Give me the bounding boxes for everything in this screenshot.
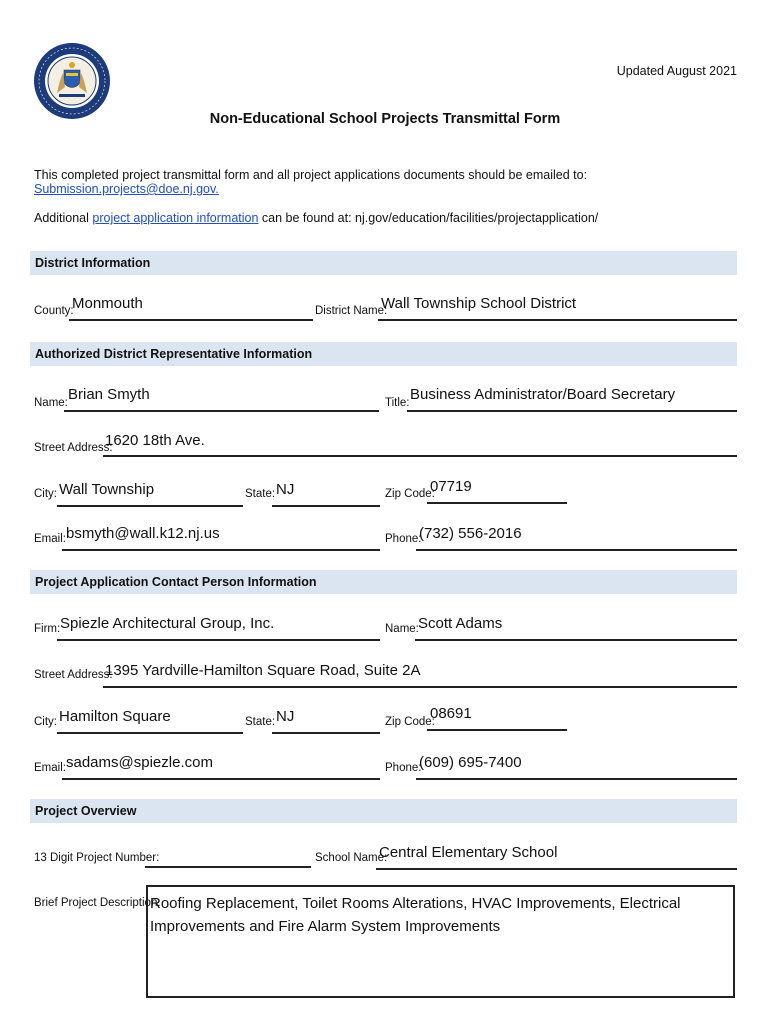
rep-title-field[interactable] — [407, 410, 737, 412]
rep-email-value: bsmyth@wall.k12.nj.us — [66, 525, 220, 542]
county-label: County: — [34, 305, 74, 317]
rep-phone-field[interactable] — [416, 549, 737, 551]
section-contact-person-information: Project Application Contact Person Information — [30, 570, 737, 594]
section-representative-information: Authorized District Representative Information — [30, 342, 737, 366]
rep-street-label: Street Address: — [34, 442, 113, 454]
section-district-information: District Information — [30, 251, 737, 275]
project-number-field[interactable] — [145, 866, 311, 868]
rep-title-value: Business Administrator/Board Secretary — [410, 386, 676, 403]
contact-zip-label: Zip Code: — [385, 716, 435, 728]
contact-zip-value: 08691 — [430, 705, 472, 722]
project-application-info-link[interactable]: project application information — [92, 211, 259, 225]
contact-street-value: 1395 Yardville-Hamilton Square Road, Suite 2A — [105, 662, 421, 679]
additional-info-url: can be found at: nj.gov/education/facilities/projectapplication/ — [258, 211, 599, 225]
contact-firm-label: Firm: — [34, 623, 61, 635]
instruction-text: This completed project transmittal form and all project applications documents should be emailed to: — [34, 168, 588, 182]
rep-city-label: City: — [34, 488, 57, 500]
updated-date: Updated August 2021 — [616, 64, 737, 78]
project-description-textarea[interactable]: Roofing Replacement, Toilet Rooms Alterations, HVAC Improvements, Electrical Improvements and Fire Alarm System Improvements — [146, 885, 735, 998]
contact-firm-value: Spiezle Architectural Group, Inc. — [60, 615, 275, 632]
district-name-field[interactable] — [378, 319, 737, 321]
submission-instructions — [34, 168, 770, 196]
school-name-label: School Name: — [315, 852, 388, 864]
contact-name-value: Scott Adams — [418, 615, 503, 632]
contact-state-label: State: — [245, 716, 276, 728]
contact-phone-value: (609) 695-7400 — [419, 754, 522, 771]
rep-street-field[interactable] — [103, 455, 737, 457]
additional-info — [34, 211, 598, 225]
county-field[interactable] — [69, 319, 313, 321]
submission-email-link[interactable]: Submission.projects@doe.nj.gov. — [34, 182, 219, 196]
contact-state-value: NJ — [276, 708, 295, 725]
contact-email-field[interactable] — [62, 778, 380, 780]
rep-zip-field[interactable] — [427, 502, 567, 504]
rep-email-label: Email: — [34, 533, 66, 545]
contact-street-label: Street Address: — [34, 669, 113, 681]
rep-title-label: Title: — [385, 397, 410, 409]
rep-city-field[interactable] — [57, 505, 243, 507]
form-title: Non-Educational School Projects Transmittal Form — [209, 111, 561, 127]
contact-firm-field[interactable] — [57, 639, 380, 641]
rep-zip-value: 07719 — [430, 478, 472, 495]
rep-state-field[interactable] — [272, 505, 380, 507]
rep-city-value: Wall Township — [59, 481, 155, 498]
rep-email-field[interactable] — [62, 549, 380, 551]
rep-state-label: State: — [245, 488, 276, 500]
school-name-value: Central Elementary School — [379, 844, 558, 861]
county-value: Monmouth — [72, 295, 143, 312]
contact-city-value: Hamilton Square — [59, 708, 171, 725]
contact-city-field[interactable] — [57, 732, 243, 734]
rep-name-field[interactable] — [64, 410, 379, 412]
additional-info-prefix: Additional — [34, 211, 93, 225]
contact-email-label: Email: — [34, 762, 66, 774]
rep-name-value: Brian Smyth — [68, 386, 150, 403]
rep-name-label: Name: — [34, 397, 68, 409]
section-project-overview: Project Overview — [30, 799, 737, 823]
school-name-field[interactable] — [376, 868, 737, 870]
project-number-label: 13 Digit Project Number: — [34, 852, 160, 864]
contact-zip-field[interactable] — [427, 729, 567, 731]
contact-phone-label: Phone: — [385, 762, 422, 774]
rep-phone-value: (732) 556-2016 — [419, 525, 522, 542]
district-name-label: District Name: — [315, 305, 388, 317]
contact-name-label: Name: — [385, 623, 419, 635]
contact-phone-field[interactable] — [416, 778, 737, 780]
rep-zip-label: Zip Code: — [385, 488, 435, 500]
rep-state-value: NJ — [276, 481, 295, 498]
contact-street-field[interactable] — [103, 686, 737, 688]
contact-name-field[interactable] — [415, 639, 737, 641]
district-name-value: Wall Township School District — [381, 295, 577, 312]
rep-phone-label: Phone: — [385, 533, 422, 545]
contact-city-label: City: — [34, 716, 57, 728]
contact-state-field[interactable] — [272, 732, 380, 734]
rep-street-value: 1620 18th Ave. — [105, 432, 205, 449]
contact-email-value: sadams@spiezle.com — [66, 754, 213, 771]
project-description-label: Brief Project Description: — [34, 897, 161, 909]
